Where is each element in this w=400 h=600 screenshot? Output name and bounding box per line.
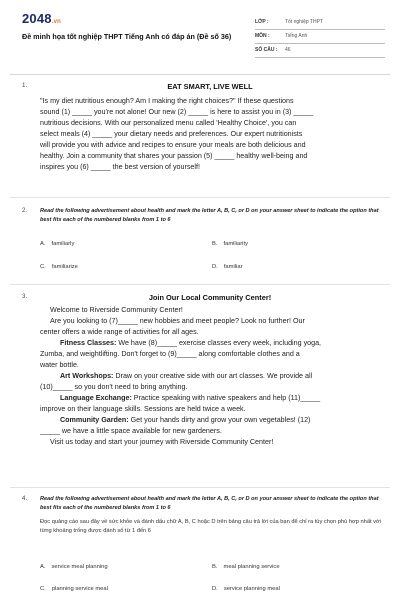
meta-row-subject	[255, 30, 385, 44]
passage-line: will provide you with advice and recipes to ensure your meals are both delicious and	[40, 141, 306, 149]
section-label: Fitness Classes:	[60, 339, 117, 347]
option-text: familiarize	[51, 264, 78, 270]
passage-line: center offers a wide range of activities for all ages.	[40, 328, 199, 336]
question-instruction: Read the following advertisement about health and mark the letter A, B, C, or D on your answer sheet to indicate the option that best fits each of the numbered blanks from 1 to 6	[40, 208, 379, 223]
option-text: familiarity	[223, 241, 248, 247]
question-number: 4.	[22, 495, 28, 502]
meta-row-count	[255, 44, 385, 58]
logo-text: 2048	[22, 11, 52, 26]
option-b[interactable]	[212, 241, 248, 247]
passage-title: Join Our Local Community Center!	[148, 293, 272, 302]
passage-line: Welcome to Riverside Community Center!	[50, 306, 183, 314]
option-text: familiarly	[51, 241, 75, 247]
question-number: 1.	[22, 82, 28, 89]
option-letter: A.	[40, 564, 46, 570]
passage-line: (10)_____ so you don't need to bring anything.	[40, 383, 188, 391]
meta-value: Tiếng Anh	[285, 33, 308, 39]
passage-line: _____ we have a little space available for new gardeners.	[40, 427, 222, 435]
passage-line: inspires you (6) _____ the best version of yourself!	[40, 163, 200, 171]
option-c[interactable]	[40, 586, 108, 592]
passage-2-text	[40, 305, 385, 448]
meta-value: 46	[285, 47, 291, 53]
meta-key: MÔN :	[255, 33, 270, 39]
passage-line: Zumba, and weightlifting. Don't forget to (9)_____ along comfortable clothes and a	[40, 350, 300, 358]
option-text: planning service meal	[51, 586, 108, 592]
option-letter: C.	[40, 586, 46, 592]
meta-value: Tốt nghiệp THPT	[285, 19, 323, 25]
option-d[interactable]	[212, 586, 280, 592]
option-letter: A.	[40, 241, 46, 247]
passage-line: Visit us today and start your journey with Riverside Community Center!	[50, 438, 274, 446]
meta-key: SỐ CÂU :	[255, 47, 278, 53]
passage-1-text	[40, 96, 380, 173]
header-divider	[10, 74, 390, 75]
passage-title: EAT SMART, LIVE WELL	[167, 82, 253, 91]
section-text: Draw on your creative side with our art classes. We provide all	[113, 372, 313, 380]
section-text: Get your hands dirty and grow your own vegetables! (12)	[128, 416, 311, 424]
passage-line	[40, 393, 385, 404]
option-text: meal planning service	[223, 564, 280, 570]
question-translation: Đọc quảng cáo sau đây về sức khỏe và đánh dấu chữ A, B, C hoặc D trên bảng câu trả lời của bạn để chỉ ra tùy chọn phù hợp nhất với từng khoảng trống được đánh số từ 1 đến 6	[40, 519, 381, 534]
question-divider	[10, 487, 390, 488]
passage-line: Are you looking to (7)_____ new hobbies and meet people? Look no further! Our	[50, 317, 305, 325]
section-label: Language Exchange:	[60, 394, 132, 402]
option-text: service planning meal	[223, 586, 280, 592]
section-text: We have (8)_____ exercise classes every week, including yoga,	[116, 339, 322, 347]
option-letter: D.	[212, 264, 218, 270]
meta-key: LỚP :	[255, 19, 269, 25]
option-letter: B.	[212, 564, 218, 570]
option-text: service meal planning	[51, 564, 108, 570]
site-logo[interactable]	[22, 11, 61, 26]
question-number: 3.	[22, 293, 28, 300]
option-c[interactable]	[40, 264, 78, 270]
passage-line	[40, 371, 385, 382]
passage-line: improve on their language skills. Sessions are held twice a week.	[40, 405, 246, 413]
passage-line: select meals (4) _____ your dietary needs and preferences. Our expert nutritionists	[40, 130, 303, 138]
logo-suffix: .vn	[51, 19, 62, 25]
question-instruction: Read the following advertisement about health and mark the letter A, B, C, or D on your answer sheet to indicate the option that best fits each of the numbered blanks from 1 to 6	[40, 496, 379, 511]
option-d[interactable]	[212, 264, 243, 270]
passage-line: sound (1) _____ you're not alone! Our new (2) _____ is here to assist you in (3) _____	[40, 108, 314, 116]
passage-line: nutritious decisions. With our personalized menu called 'Healthy Choice', you can	[40, 119, 297, 127]
passage-line	[40, 338, 385, 349]
question-divider	[10, 284, 390, 285]
meta-row-class	[255, 16, 385, 30]
passage-line: water bottle.	[40, 361, 79, 369]
passage-line	[40, 415, 385, 426]
option-text: familiar	[223, 264, 243, 270]
document-title: Đề minh họa tốt nghiệp THPT Tiếng Anh có đáp án (Đề số 36)	[22, 32, 232, 41]
passage-line: "Is my diet nutritious enough? Am I making the right choices?" If these questions	[40, 97, 294, 105]
option-a[interactable]	[40, 241, 74, 247]
passage-line: healthy. Join a community that shares your passion (5) _____ healthy well-being and	[40, 152, 308, 160]
section-label: Community Garden:	[60, 416, 129, 424]
option-letter: D.	[212, 586, 218, 592]
document-header	[0, 0, 400, 70]
question-divider	[10, 197, 390, 198]
option-letter: B.	[212, 241, 218, 247]
section-text: Practice speaking with native speakers and help (11)_____	[131, 394, 321, 402]
option-a[interactable]	[40, 564, 108, 570]
section-label: Art Workshops:	[60, 372, 114, 380]
document-meta	[255, 16, 385, 58]
option-b[interactable]	[212, 564, 280, 570]
option-letter: C.	[40, 264, 46, 270]
question-number: 2.	[22, 207, 28, 214]
